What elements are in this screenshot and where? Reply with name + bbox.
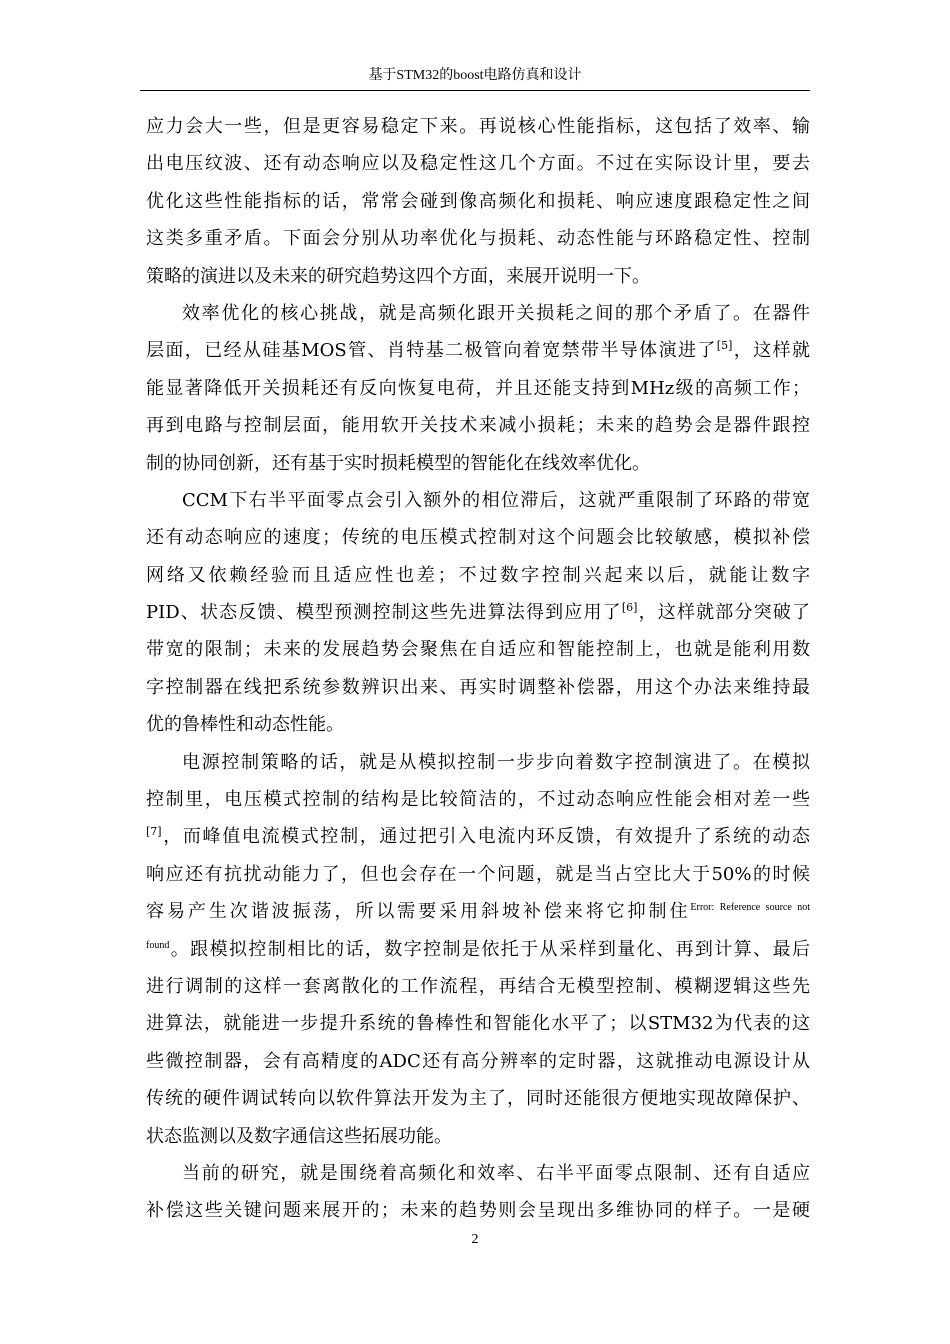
paragraph-line: 策略的演进以及未来的研究趋势这四个方面，来展开说明一下。 — [146, 265, 650, 287]
paragraph-line — [146, 332, 810, 369]
paragraph-line — [146, 931, 810, 968]
line-text: ，而峰值电流模式控制，通过把引入电流内环反馈，有效提升了系统的动态 — [161, 826, 810, 848]
paragraph-line: 这类多重矛盾。下面会分别从功率优化与损耗、动态性能与环路稳定性、控制 — [146, 228, 810, 250]
document-body — [146, 108, 810, 1230]
paragraph-line: CCM下右半平面零点会引入额外的相位滞后，这就严重限制了环路的带宽 — [182, 489, 810, 511]
line-text: PID、状态反馈、模型预测控制这些先进算法得到应用了 — [146, 602, 622, 624]
line-text: 。跟模拟控制相比的话，数字控制是依托于从采样到量化、再到计算、最后 — [169, 938, 810, 960]
line-text: ，这样就部分突破了 — [637, 602, 811, 624]
page-header — [140, 64, 810, 91]
paragraph-line: 效率优化的核心挑战，就是高频化跟开关损耗之间的那个矛盾了。在器件 — [182, 302, 810, 324]
paragraph-line: 当前的研究，就是围绕着高频化和效率、右半平面零点限制、还有自适应 — [182, 1162, 810, 1184]
paragraph-line: 再到电路与控制层面，能用软开关技术来减小损耗；未来的趋势会是器件跟控 — [146, 415, 810, 437]
paragraph-line: 优的鲁棒性和动态性能。 — [146, 714, 344, 736]
citation-ref: [6] — [621, 601, 638, 615]
paragraph-line: 传统的硬件调试转向以软件算法开发为主了，同时还能很方便地实现故障保护、 — [146, 1088, 810, 1110]
paragraph-line: 应力会大一些，但是更容易稳定下来。再说核心性能指标，这包括了效率、输 — [146, 116, 810, 137]
paragraph-line: 出电压纹波、还有动态响应以及稳定性这几个方面。不过在实际设计里，要去 — [146, 153, 810, 175]
paragraph-line: 优化这些性能指标的话，常常会碰到像高频化和损耗、响应速度跟稳定性之间 — [146, 190, 810, 212]
citation-ref: [7] — [146, 825, 162, 839]
paragraph-line: 进算法，就能进一步提升系统的鲁棒性和智能化水平了；以STM32为代表的这 — [146, 1013, 810, 1035]
reference-error: found — [146, 939, 170, 951]
reference-error: Error: Reference source not — [690, 902, 810, 914]
paragraph-line: 字控制器在线把系统参数辨识出来、再实时调整补偿器，用这个办法来维持最 — [146, 676, 810, 698]
header-title: 基于STM32的boost电路仿真和设计 — [368, 68, 582, 83]
line-text: ，这样就 — [732, 340, 810, 362]
page-number: 2 — [471, 1232, 479, 1247]
paragraph-line — [146, 594, 810, 631]
paragraph-line: 能显著降低开关损耗还有反向恢复电荷，并且还能支持到MHz级的高频工作； — [146, 377, 810, 399]
paragraph-line: 进行调制的这样一套离散化的工作流程，再结合无模型控制、模糊逻辑这些先 — [146, 975, 810, 997]
paragraph-line: 补偿这些关键问题来展开的；未来的趋势则会呈现出多维协同的样子。一是硬 — [146, 1200, 810, 1222]
paragraph-line: 带宽的限制；未来的发展趋势会聚焦在自适应和智能控制上，也就是能利用数 — [146, 639, 810, 661]
paragraph-line: 电源控制策略的话，就是从模拟控制一步步向着数字控制演进了。在模拟 — [182, 751, 810, 773]
paragraph-line: 状态监测以及数字通信这些拓展功能。 — [146, 1125, 452, 1147]
paragraph-line: 网络又依赖经验而且适应性也差；不过数字控制兴起来以后，就能让数字 — [146, 564, 810, 586]
paragraph-line: 控制里，电压模式控制的结构是比较简洁的，不过动态响应性能会相对差一些 — [146, 789, 810, 811]
line-text: 容易产生次谐波振荡，所以需要采用斜坡补偿来将它抑制住 — [146, 901, 691, 923]
paragraph-line: 还有动态响应的速度；传统的电压模式控制对这个问题会比较敏感，模拟补偿 — [146, 527, 810, 549]
paragraph-line — [146, 893, 810, 930]
citation-ref: [5] — [716, 339, 733, 353]
paragraph-line — [146, 818, 810, 855]
paragraph-line: 制的协同创新，还有基于实时损耗模型的智能化在线效率优化。 — [146, 452, 650, 474]
paragraph-line: 响应还有抗扰动能力了，但也会存在一个问题，就是当占空比大于50%的时候 — [146, 863, 810, 885]
paragraph-line: 些微控制器，会有高精度的ADC还有高分辨率的定时器，这就推动电源设计从 — [146, 1050, 810, 1072]
line-text: 层面，已经从硅基MOS管、肖特基二极管向着宽禁带半导体演进了 — [146, 340, 717, 362]
